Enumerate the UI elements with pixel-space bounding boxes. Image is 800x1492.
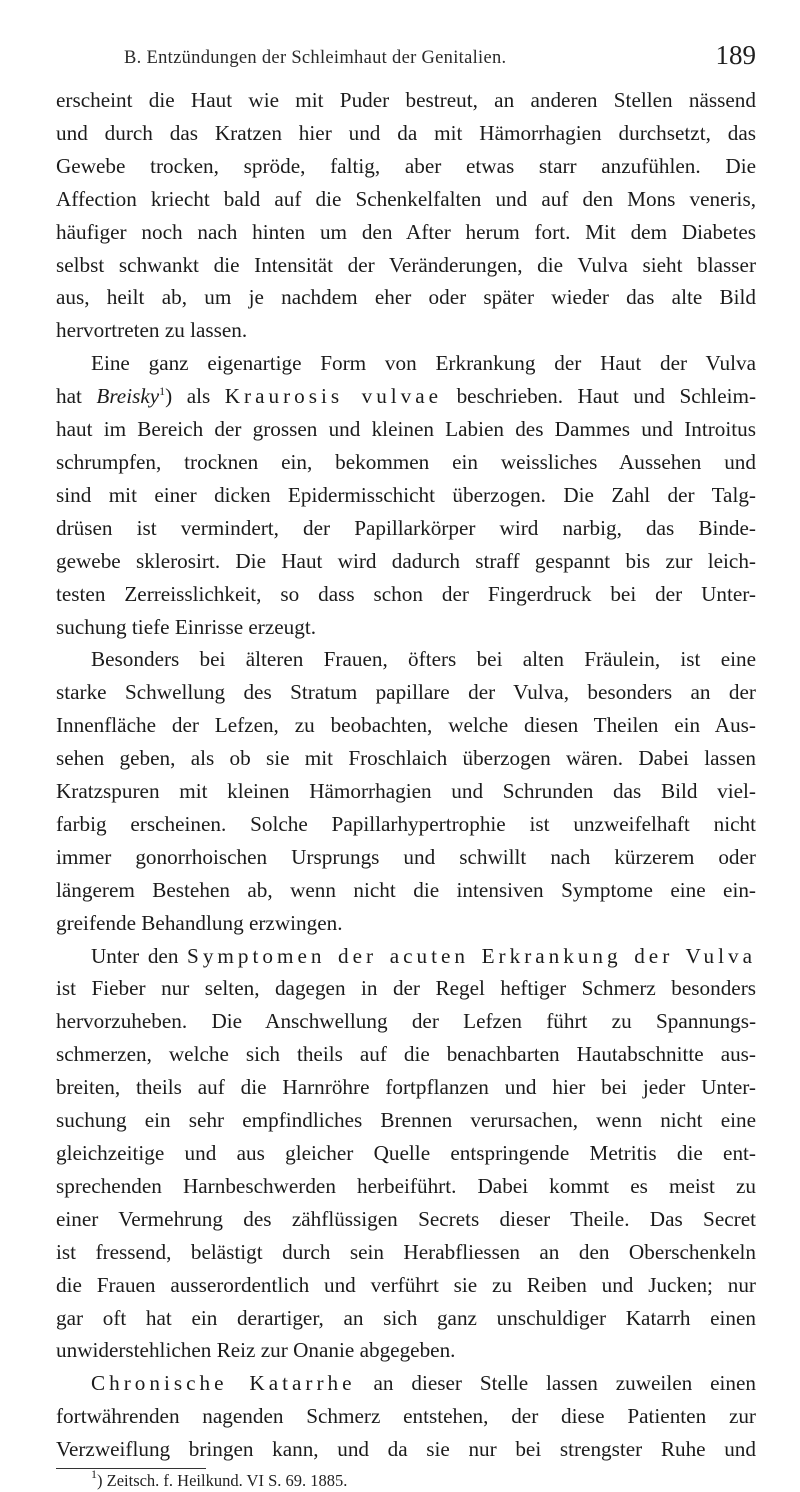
text-line: suchung tiefe Einrisse erzeugt. [56, 614, 317, 639]
text-line: hervorzuheben. Die Anschwellung der Lefzen führt zu Spannungs- [56, 1009, 756, 1034]
spaced-term: Kraurosis vulvae [224, 384, 443, 409]
text-line: hervortreten zu lassen. [56, 318, 248, 343]
text-line: gewebe sklerosirt. Die Haut wird dadurch straff gespannt bis zur leich- [56, 548, 756, 573]
spaced-term: Symptomen der acuten Erkrankung der Vulva [187, 943, 756, 968]
text-line: suchung ein sehr empfindliches Brennen verursachen, wenn nicht eine [56, 1108, 756, 1133]
text-line: schrumpfen, trocknen ein, bekommen ein weissliches Aussehen und [56, 449, 756, 474]
text-line [56, 380, 756, 413]
text-line: einer Vermehrung des zähflüssigen Secrets dieser Theile. Das Secret [56, 1206, 756, 1231]
text-line: erscheint die Haut wie mit Puder bestreut, an anderen Stellen nässend [56, 88, 756, 112]
paragraph-5 [56, 1367, 756, 1466]
running-title: B. Entzündungen der Schleimhaut der Genitalien. [124, 48, 507, 68]
paragraph-4 [56, 940, 756, 1368]
footnote [91, 1467, 756, 1492]
text-line [56, 940, 756, 973]
text-line: Eine ganz eigenartige Form von Erkrankung der Haut der Vulva [91, 351, 756, 376]
text-fragment: hat [56, 384, 97, 409]
paragraph-3 [56, 643, 756, 939]
body-text [56, 84, 756, 1466]
text-fragment: Unter den [91, 943, 188, 968]
text-line: aus, heilt ab, um je nachdem eher oder später wieder das alte Bild [56, 285, 756, 310]
footnote-text: ) Zeitsch. f. Heilkund. VI S. 69. 1885. [97, 1471, 348, 1491]
text-line: gar oft hat ein derartiger, an sich ganz unschuldiger Katarrh einen [56, 1305, 756, 1330]
page-number: 189 [715, 40, 756, 70]
text-line: Kratzspuren mit kleinen Hämorrhagien und Schrunden das Bild viel- [56, 779, 756, 804]
paragraph-1 [56, 84, 756, 347]
text-line: immer gonorrhoischen Ursprungs und schwillt nach kürzerem oder [56, 844, 756, 869]
text-line: testen Zerreisslichkeit, so dass schon der Fingerdruck bei der Unter- [56, 581, 756, 606]
text-line: ist Fieber nur selten, dagegen in der Regel heftiger Schmerz besonders [56, 976, 756, 1001]
text-line: gleichzeitige und aus gleicher Quelle entspringende Metritis die ent- [56, 1141, 756, 1165]
text-line: ist fressend, belästigt durch sein Herabfliessen an den Oberschenkeln [56, 1239, 756, 1264]
text-line: farbig erscheinen. Solche Papillarhypertrophie ist unzweifelhaft nicht [56, 811, 756, 836]
running-header [56, 40, 756, 84]
footnote-marker: 1 [91, 1467, 97, 1482]
text-line: sehen geben, als ob sie mit Froschlaich überzogen wären. Dabei lassen [56, 746, 756, 771]
text-line: drüsen ist vermindert, der Papillarkörper wird narbig, das Binde- [56, 515, 756, 540]
footnote-ref: 1 [159, 384, 166, 399]
text-line: starke Schwellung des Stratum papillare der Vulva, besonders an der [56, 680, 756, 705]
text-fragment: an dieser Stelle lassen zuweilen einen [355, 1371, 756, 1396]
text-line [56, 1367, 756, 1400]
footnote-divider [56, 1468, 206, 1469]
paragraph-2 [56, 347, 756, 643]
text-fragment: beschrieben. Haut und Schleim- [442, 384, 757, 409]
text-line: Affection kriecht bald auf die Schenkelfalten und auf den Mons veneris, [56, 186, 756, 211]
text-line: unwiderstehlichen Reiz zur Onanie abgegeben. [56, 1338, 456, 1363]
text-line: die Frauen ausserordentlich und verführt sie zu Reiben und Jucken; nur [56, 1272, 756, 1297]
text-line: und durch das Kratzen hier und da mit Hämorrhagien durchsetzt, das [56, 120, 756, 145]
text-line: fortwährenden nagenden Schmerz entstehen, der diese Patienten zur [56, 1404, 756, 1429]
text-fragment: ) als [165, 384, 225, 409]
text-line: Innenfläche der Lefzen, zu beobachten, welche diesen Theilen ein Aus- [56, 713, 756, 738]
text-line: Besonders bei älteren Frauen, öfters bei alten Fräulein, ist eine [91, 647, 756, 672]
text-line: Verzweiflung bringen kann, und da sie nur bei strengster Ruhe und [56, 1437, 756, 1462]
text-line: selbst schwankt die Intensität der Veränderungen, die Vulva sieht blasser [56, 252, 756, 277]
author-name: Breisky [96, 384, 160, 409]
text-line: sind mit einer dicken Epidermisschicht überzogen. Die Zahl der Talg- [56, 482, 756, 507]
text-line: greifende Behandlung erzwingen. [56, 910, 343, 935]
spaced-term: Chronische Katarrhe [91, 1371, 356, 1396]
text-line: Gewebe trocken, spröde, faltig, aber etwas starr anzufühlen. Die [56, 153, 756, 178]
text-line: breiten, theils auf die Harnröhre fortpflanzen und hier bei jeder Unter- [56, 1075, 756, 1100]
text-line: häufiger noch nach hinten um den After herum fort. Mit dem Diabetes [56, 219, 756, 244]
text-line: schmerzen, welche sich theils auf die benachbarten Hautabschnitte aus- [56, 1042, 756, 1067]
text-line: haut im Bereich der grossen und kleinen Labien des Dammes und Introitus [56, 417, 756, 442]
text-line: längerem Bestehen ab, wenn nicht die intensiven Symptome eine ein- [56, 877, 756, 902]
text-line: sprechenden Harnbeschwerden herbeiführt. Dabei kommt es meist zu [56, 1173, 756, 1198]
book-page [56, 40, 756, 1492]
